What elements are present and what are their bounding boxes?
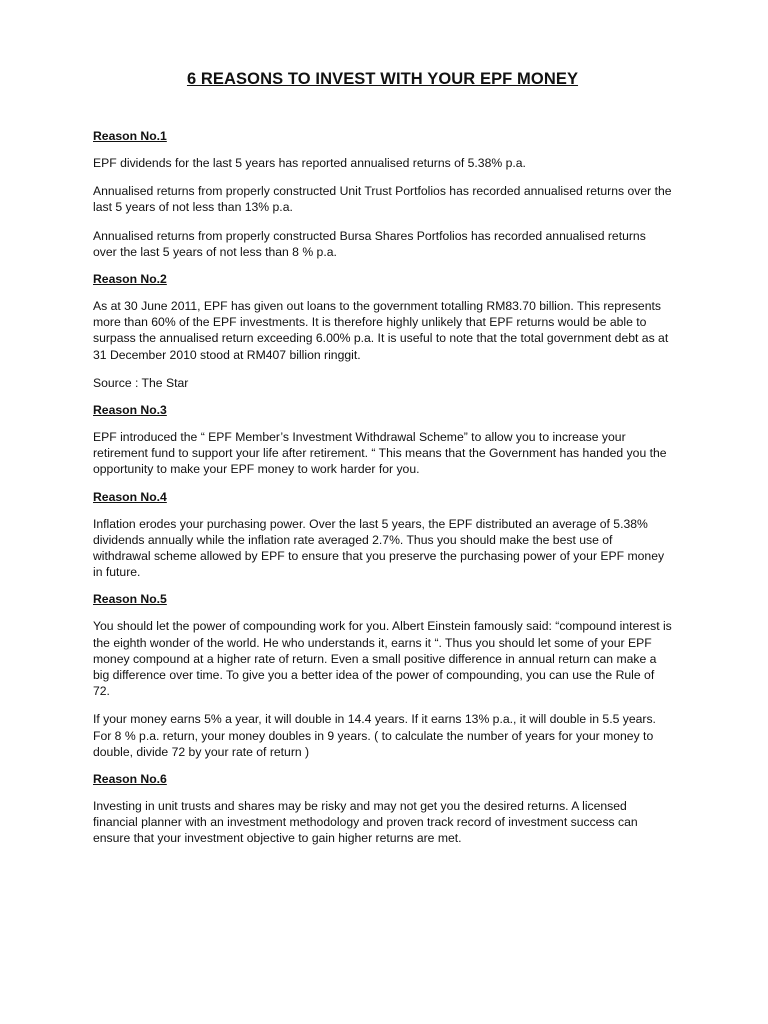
reason-heading: Reason No.5 bbox=[93, 592, 167, 607]
reason-heading: Reason No.3 bbox=[93, 403, 167, 418]
paragraph: You should let the power of compounding work for you. Albert Einstein famously said: “compound interest is the eighth wonder of the world. He who understands it, earns it “. Thus you should let some of your EPF money compound at a higher rate of return. Even a small positive difference in annual return can make a big difference over time. To give you a better idea of the power of compounding, you can use the Rule of 72. bbox=[93, 619, 672, 699]
reason-heading: Reason No.6 bbox=[93, 772, 167, 787]
reason-1 bbox=[93, 129, 672, 260]
document-title: 6 REASONS TO INVEST WITH YOUR EPF MONEY bbox=[186, 70, 579, 88]
paragraph: If your money earns 5% a year, it will double in 14.4 years. If it earns 13% p.a., it will double in 5.5 years. For 8 % p.a. return, your money doubles in 9 years. ( to calculate the number of years for your money to double, divide 72 by your rate of return ) bbox=[93, 712, 656, 759]
paragraph: As at 30 June 2011, EPF has given out loans to the government totalling RM83.70 billion. This represents more than 60% of the EPF investments. It is therefore highly unlikely that EPF returns would be able to surpass the annualised return exceeding 6.00% p.a. It is useful to note that the total government debt as at 31 December 2010 stood at RM407 billion ringgit. bbox=[93, 299, 669, 362]
paragraph: Annualised returns from properly constructed Unit Trust Portfolios has recorded annualised returns over the last 5 years of not less than 13% p.a. bbox=[93, 184, 672, 215]
reason-4 bbox=[93, 490, 672, 581]
paragraph: EPF introduced the “ EPF Member’s Investment Withdrawal Scheme” to allow you to increase your retirement fund to support your life after retirement. “ This means that the Government has handed you the opportunity to make your EPF money to work harder for you. bbox=[93, 430, 667, 477]
paragraph: Investing in unit trusts and shares may be risky and may not get you the desired returns. A licensed financial planner with an investment methodology and proven track record of investment success can ensure that your investment objective to gain higher returns are met. bbox=[93, 799, 638, 846]
paragraph: Inflation erodes your purchasing power. Over the last 5 years, the EPF distributed an average of 5.38% dividends annually while the inflation rate averaged 2.7%. Thus you should make the best use of withdrawal scheme allowed by EPF to ensure that you preserve the purchasing power of your EPF money in future. bbox=[93, 516, 665, 580]
reason-6 bbox=[93, 772, 672, 847]
source-note: Source : The Star bbox=[93, 375, 189, 390]
reason-3 bbox=[93, 403, 672, 478]
paragraph: EPF dividends for the last 5 years has reported annualised returns of 5.38% p.a. bbox=[93, 156, 526, 170]
reason-heading: Reason No.4 bbox=[93, 489, 167, 504]
reason-2 bbox=[93, 272, 672, 391]
reason-heading: Reason No.2 bbox=[93, 272, 167, 287]
reason-5 bbox=[93, 592, 672, 760]
paragraph: Annualised returns from properly constructed Bursa Shares Portfolios has recorded annualised returns over the last 5 years of not less than 8 % p.a. bbox=[93, 228, 646, 259]
reason-heading: Reason No.1 bbox=[93, 129, 167, 143]
